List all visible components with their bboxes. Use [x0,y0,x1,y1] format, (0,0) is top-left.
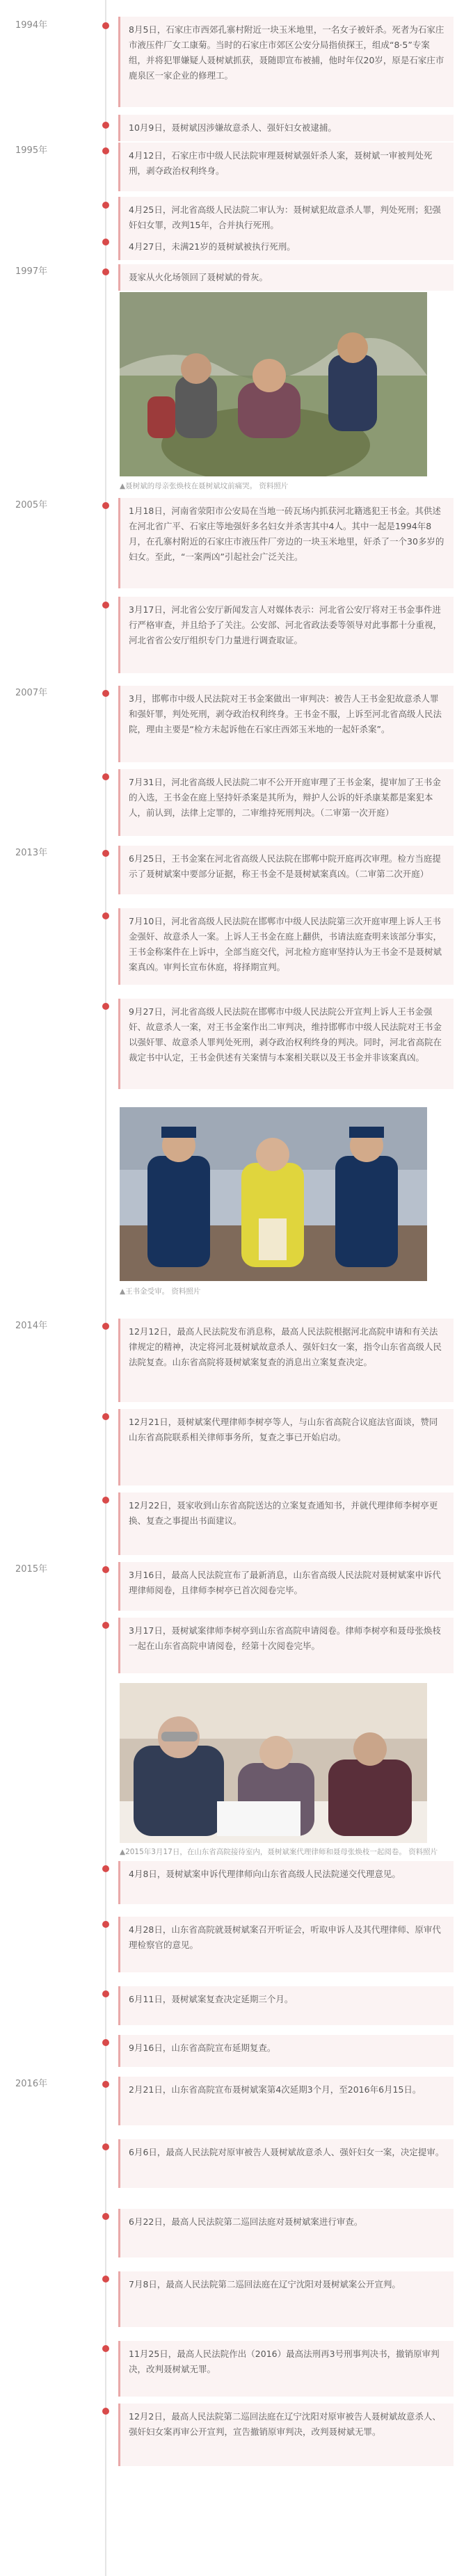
timeline-entry: 9月27日，河北省高级人民法院在邯郸市中级人民法院公开宣判上诉人王书金强奸、故意杀人一案，对王书金案作出二审判决，维持邯郸市中级人民法院对王书金以强奸罪、故意杀人罪判处死刑，剥夺政治权利终身的判决。同时，河北省高院在裁定书中认定，王书金供述有关案情与本案相关联以及王书金并非该案真凶。 [118,999,454,1089]
year-label: 2013年 [15,848,48,858]
timeline-dot [102,1622,109,1629]
timeline-dot [102,147,109,154]
year-label: 2007年 [15,688,48,698]
timeline-dot [102,268,109,275]
timeline-entry: 4月28日，山东省高院就聂树斌案召开听证会，听取申诉人及其代理律师、原审代理检察官的意见。 [118,1917,454,1972]
timeline-dot [102,1990,109,1997]
timeline-dot [102,122,109,129]
timeline-axis [105,0,106,2576]
timeline-dot [102,2039,109,2046]
timeline-entry: 4月25日，河北省高级人民法院二审认为：聂树斌犯故意杀人罪，判处死刑；犯强奸妇女罪，改判15年，合并执行死刑。 [118,197,454,239]
timeline-dot [102,850,109,857]
timeline-dot [102,239,109,245]
year-label: 1997年 [15,266,48,277]
timeline-dot [102,690,109,697]
timeline-entry: 4月12日，石家庄市中级人民法院审理聂树斌强奸杀人案，聂树斌一审被判处死刑，剥夺政治权利终身。 [118,143,454,191]
timeline-entry: 7月10日，河北省高级人民法院在邯郸市中级人民法院第三次开庭审理上诉人王书金强奸、故意杀人一案。上诉人王书金在庭上翻供，书请法庭查明来该部分事实，王书金称案件在上诉中，全部当庭交代，河北检方庭审坚持认为王书金不是聂树斌案真凶。审判长宣布休庭，将择期宣判。 [118,908,454,985]
photo-trial [120,1107,427,1281]
year-label: 2015年 [15,1564,48,1575]
timeline-dot [102,1497,109,1504]
photo-caption: ▲2015年3月17日，在山东省高院接待室内，聂树斌案代理律师和聂母张焕枝一起阅卷。 资料照片 [120,1848,438,1856]
timeline-dot [102,1921,109,1928]
timeline-entry: 8月5日，石家庄市西郊孔寨村附近一块玉米地里，一名女子被奸杀。死者为石家庄市液压件厂女工康菊。当时的石家庄市郊区公安分局指侦探王，组成“8·5”专案组，并将犯罪嫌疑人聂树斌抓获，聂随即宣布被捕，他时年仅20岁，原是石家庄市鹿泉区一家企业的修理工。 [118,17,454,107]
timeline-entry: 3月17日，聂树斌案律师李树亭到山东省高院申请阅卷。律师李树亭和聂母张焕枝一起在山东省高院申请阅卷，经第十次阅卷完毕。 [118,1618,454,1673]
timeline-dot [102,2081,109,2088]
timeline-entry: 6月11日，聂树斌案复查决定延期三个月。 [118,1986,454,2025]
timeline-dot [102,1413,109,1420]
timeline-dot [102,1566,109,1573]
timeline-dot [102,2345,109,2352]
timeline-dot [102,1003,109,1010]
timeline-dot [102,1865,109,1872]
photo-caption: ▲王书金受审。 资料照片 [120,1287,201,1296]
timeline-entry: 6月6日，最高人民法院对原审被告人聂树斌故意杀人、强奸妇女一案，决定提审。 [118,2139,454,2188]
year-label: 2016年 [15,2079,48,2089]
year-label: 1995年 [15,145,48,156]
timeline-entry: 2月21日，山东省高院宣布聂树斌案第4次延期3个月，至2016年6月15日。 [118,2077,454,2125]
timeline-dot [102,912,109,919]
year-label: 2014年 [15,1321,48,1331]
timeline-entry: 11月25日，最高人民法院作出（2016）最高法刑再3号刑事判决书，撤销原审判决，改判聂树斌无罪。 [118,2341,454,2397]
timeline-dot [102,2213,109,2220]
timeline-entry: 6月22日，最高人民法院第二巡回法庭对聂树斌案进行审查。 [118,2209,454,2257]
timeline-dot [102,602,109,609]
timeline-entry: 3月16日，最高人民法院宣布了最新消息，山东省高级人民法院对聂树斌案申诉代理律师阅卷，且律师李树亭已首次阅卷完毕。 [118,1562,454,1611]
year-label: 1994年 [15,20,48,31]
timeline-entry: 10月9日，聂树斌因涉嫌故意杀人、强奸妇女被逮捕。 [118,115,454,141]
timeline-entry: 6月25日，王书金案在河北省高级人民法院在邯郸中院开庭再次审理。检方当庭提示了聂树斌案中要部分证据，称王书金不是聂树斌案真凶。（二审第二次开庭） [118,846,454,894]
timeline-entry: 聂家从火化场领回了聂树斌的骨灰。 [118,264,454,291]
timeline-entry: 1月18日，河南省荥阳市公安局在当地一砖瓦场内抓获河北籍逃犯王书金。其供述在河北省广平、石家庄等地强奸多名妇女并杀害其中4人。其中一起是1994年8月，在孔寨村附近的石家庄市液压件厂旁边的一块玉米地里，奸杀了一个30多岁的妇女。至此，“一案两凶”引起社会广泛关注。 [118,498,454,588]
timeline-entry: 4月8日，聂树斌案申诉代理律师向山东省高级人民法院递交代理意见。 [118,1861,454,1904]
timeline-entry: 12月22日，聂家收到山东省高院送达的立案复查通知书，并就代理律师李树亭更换、复查之事提出书面建议。 [118,1492,454,1555]
timeline-entry: 7月8日，最高人民法院第二巡回法庭在辽宁沈阳对聂树斌案公开宣判。 [118,2271,454,2327]
timeline-entry: 9月16日，山东省高院宣布延期复查。 [118,2035,454,2067]
photo-caption: ▲聂树斌的母亲张焕枝在聂树斌坟前痛哭。 资料照片 [120,482,289,490]
timeline-dot [102,22,109,29]
timeline-entry: 4月27日，未满21岁的聂树斌被执行死刑。 [118,234,454,260]
timeline-entry: 12月21日，聂树斌案代理律师李树亭等人，与山东省高院合议庭法官面谈，赞同山东省高院联系相关律师事务所，复查之事已开始启动。 [118,1409,454,1486]
timeline-entry: 3月，邯郸市中级人民法院对王书金案做出一审判决：被告人王书金犯故意杀人罪和强奸罪，判处死刑，剥夺政治权利终身。王书金不服，上诉至河北省高级人民法院，理由主要是“检方未起诉他在石家庄西郊玉米地的一起奸杀案”。 [118,686,454,762]
timeline-dot [102,502,109,509]
timeline-dot [102,773,109,780]
timeline-dot [102,1323,109,1330]
year-label: 2005年 [15,500,48,510]
timeline-entry: 7月31日，河北省高级人民法院二审不公开开庭审理了王书金案，提审加了王书金的入选，王书金在庭上坚持奸杀案是其所为，辩护人公诉的奸杀康某都是案犯本人，前认到，法律上定罪的，二审维持死刑判决。（二审第一次开庭） [118,769,454,836]
photo-grave [120,292,427,476]
timeline-entry: 3月17日，河北省公安厅新闻发言人对媒体表示：河北省公安厅将对王书金事件进行严格审查，并且给予了关注。公安部、河北省政法委等领导对此事都十分重视，河北省省公安厅组织专门力量进行调查取证。 [118,597,454,673]
timeline-dot [102,2408,109,2415]
timeline-dot [102,2143,109,2150]
timeline-dot [102,2276,109,2283]
photo-hearing [120,1683,427,1843]
timeline-dot [102,202,109,209]
timeline-entry: 12月2日，最高人民法院第二巡回法庭在辽宁沈阳对原审被告人聂树斌故意杀人、强奸妇女案再审公开宣判，宣告撤销原审判决，改判聂树斌无罪。 [118,2404,454,2466]
timeline-entry: 12月12日，最高人民法院发布消息称，最高人民法院根据河北高院申请和有关法律规定的精神，决定将河北聂树斌故意杀人、强奸妇女一案，指令山东省高级人民法院复查。山东省高院将聂树斌案复查的消息出立案复查决定。 [118,1319,454,1402]
